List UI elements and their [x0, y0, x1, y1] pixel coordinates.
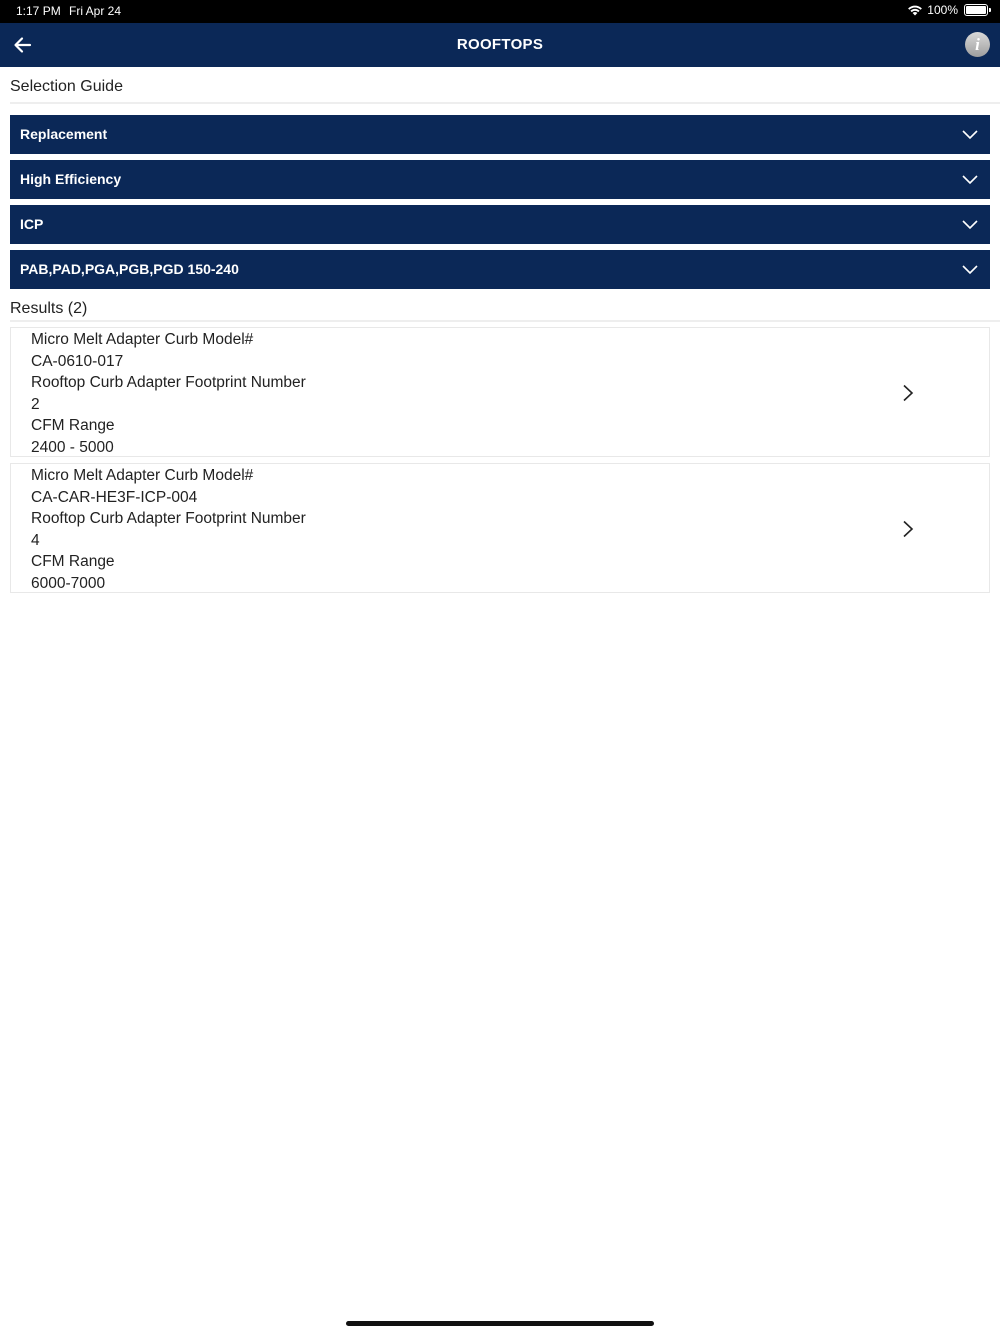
cfm-label: CFM Range: [31, 553, 115, 570]
result-details: [31, 465, 306, 594]
chevron-down-icon: [962, 128, 978, 140]
battery-percent: 100%: [927, 3, 958, 17]
filter-icp[interactable]: [10, 205, 990, 244]
filter-label: ICP: [20, 216, 44, 232]
model-value: CA-0610-017: [31, 352, 124, 370]
status-bar: [0, 0, 1000, 23]
result-item[interactable]: [10, 463, 990, 593]
result-item[interactable]: [10, 327, 990, 457]
chevron-right-icon: [902, 520, 914, 538]
footprint-label: Rooftop Curb Adapter Footprint Number: [31, 510, 306, 527]
cfm-value: 6000-7000: [31, 574, 106, 592]
wifi-icon: [907, 4, 923, 16]
page-title: ROOFTOPS: [456, 36, 544, 53]
model-label: Micro Melt Adapter Curb Model#: [31, 331, 254, 348]
filter-model-range[interactable]: [10, 250, 990, 289]
selection-guide-heading: Selection Guide: [10, 78, 123, 95]
divider: [10, 320, 1000, 322]
filter-high-efficiency[interactable]: [10, 160, 990, 199]
nav-bar: [0, 23, 1000, 67]
filter-label: PAB,PAD,PGA,PGB,PGD 150-240: [20, 261, 239, 277]
model-label: Micro Melt Adapter Curb Model#: [31, 467, 254, 484]
chevron-right-icon: [902, 384, 914, 402]
chevron-down-icon: [962, 263, 978, 275]
chevron-down-icon: [962, 218, 978, 230]
results-heading: Results (2): [10, 300, 88, 317]
chevron-down-icon: [962, 173, 978, 185]
cfm-value: 2400 - 5000: [31, 438, 114, 456]
filter-label: Replacement: [20, 126, 108, 142]
status-indicators: [907, 3, 988, 17]
info-icon[interactable]: i: [965, 32, 990, 57]
status-time: 1:17 PM: [16, 4, 61, 18]
model-value: CA-CAR-HE3F-ICP-004: [31, 488, 198, 506]
filter-label: High Efficiency: [20, 171, 122, 187]
cfm-label: CFM Range: [31, 417, 115, 434]
battery-icon: [964, 4, 988, 16]
footprint-value: 4: [31, 531, 40, 549]
filter-replacement[interactable]: [10, 115, 990, 154]
result-details: [31, 329, 306, 458]
status-date: Fri Apr 24: [69, 4, 122, 18]
footprint-label: Rooftop Curb Adapter Footprint Number: [31, 374, 306, 391]
footprint-value: 2: [31, 395, 40, 413]
divider: [10, 102, 1000, 104]
home-indicator[interactable]: [346, 1321, 654, 1326]
